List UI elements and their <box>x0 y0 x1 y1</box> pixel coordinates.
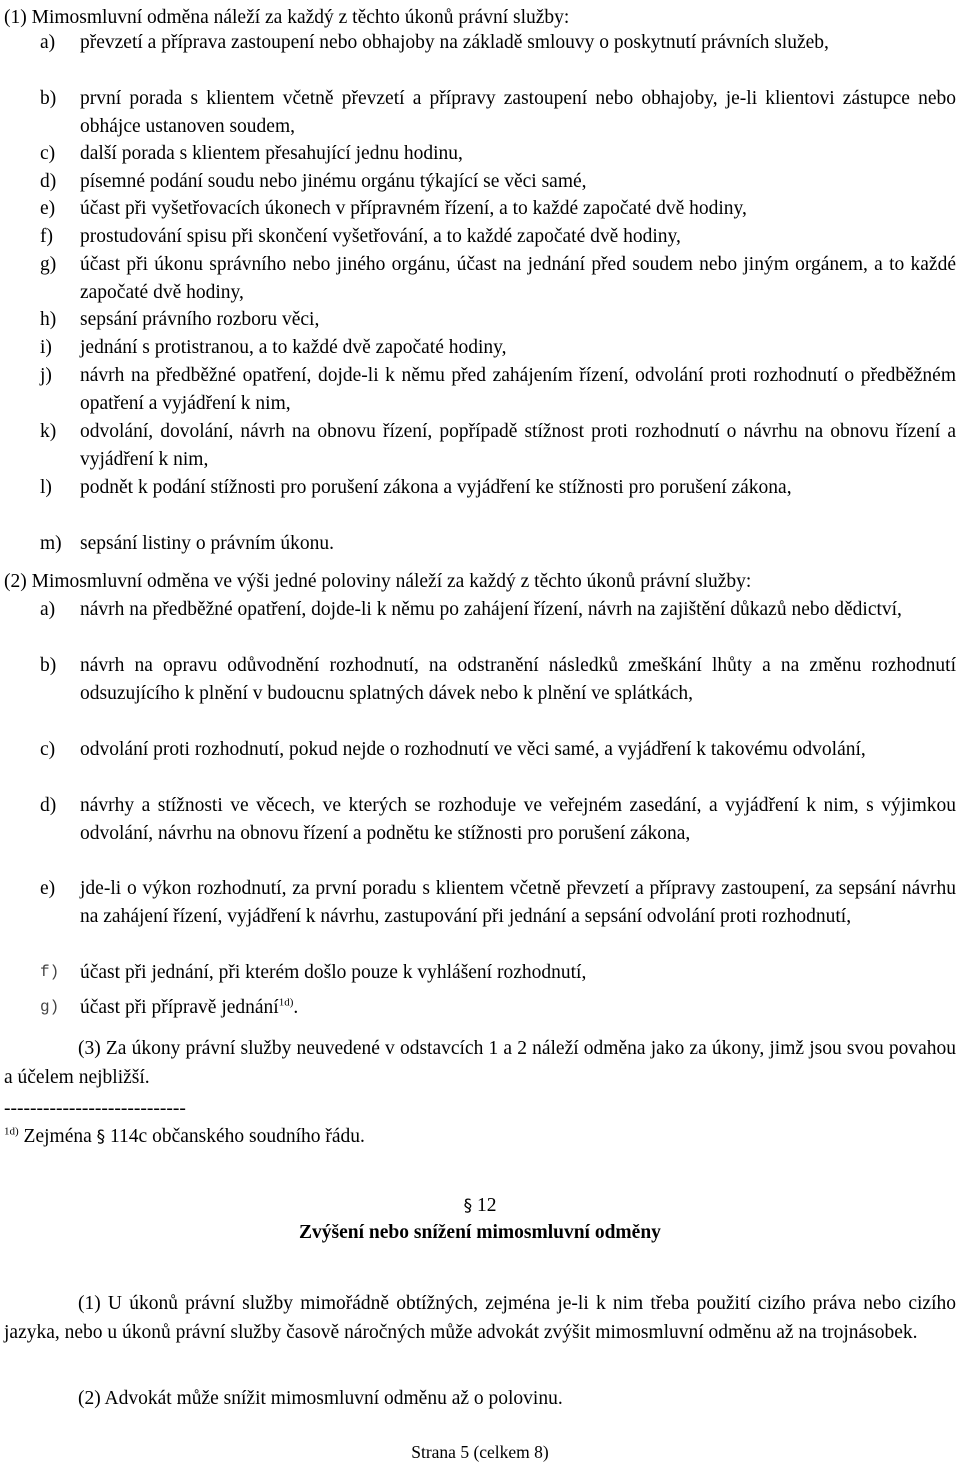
item-label: b) <box>40 655 57 676</box>
list-item <box>40 223 956 251</box>
item-text: návrh na opravu odůvodnění rozhodnutí, na odstranění následků zmeškání lhůty a na změnu rozhodnutí odsuzujícího k plnění v budoucnu splatných dávek nebo k plnění ve splátkách, <box>80 655 956 704</box>
item-text-main: účast při přípravě jednání <box>80 997 279 1018</box>
item-label: k) <box>40 421 57 442</box>
list-item <box>40 251 956 306</box>
item-label: h) <box>40 309 57 330</box>
item-label: e) <box>40 198 56 219</box>
list-item <box>40 362 956 417</box>
list-item <box>40 530 956 558</box>
item-label: d) <box>40 171 57 192</box>
item-label: g) <box>40 254 57 275</box>
item-label: d) <box>40 795 57 816</box>
section-title: Zvýšení nebo snížení mimosmluvní odměny <box>299 1222 661 1243</box>
footnote-text-after: 114c občanského soudního řádu. <box>105 1126 365 1147</box>
footnote-mark: 1d) <box>4 1125 19 1138</box>
item-label: g) <box>40 998 60 1016</box>
section-sign-icon: § <box>96 1127 106 1147</box>
list-item <box>40 418 956 473</box>
section-paragraph-1: (1) U úkonů právní služby mimořádně obtížných, zejména je-li k nim třeba použití cizího práva nebo cizího jazyka, nebo u úkonů právní služby časově náročných může advokát zvýšit mimosmluvní odměnu až na trojnásobek. <box>4 1293 956 1343</box>
item-text: jednání s protistranou, a to každé dvě započaté hodiny, <box>80 337 507 358</box>
item-text: odvolání, dovolání, návrh na obnovu řízení, popřípadě stížnost proti rozhodnutí o návrhu na obnovu řízení a vyjádření k nim, <box>80 421 956 470</box>
item-label: e) <box>40 878 56 899</box>
list-item <box>40 474 956 502</box>
footnote-reference[interactable]: 1d) <box>278 996 294 1009</box>
item-text: další porada s klientem přesahující jednu hodinu, <box>80 143 463 164</box>
item-text: účast při úkonu správního nebo jiného orgánu, účast na jednání před soudem nebo jiným orgánem, a to každé započaté dvě hodiny, <box>80 254 956 303</box>
item-label: a) <box>40 599 56 620</box>
item-label: c) <box>40 739 56 760</box>
item-text: sepsání právního rozboru věci, <box>80 309 320 330</box>
item-label: c) <box>40 143 56 164</box>
item-text: převzetí a příprava zastoupení nebo obhajoby na základě smlouvy o poskytnutí právních služeb, <box>80 32 829 53</box>
paragraph-2-intro: (2) Mimosmluvní odměna ve výši jedné poloviny náleží za každý z těchto úkonů právní služby: <box>4 571 752 592</box>
item-label: i) <box>40 337 52 358</box>
list-item <box>40 792 956 847</box>
item-text: návrh na předběžné opatření, dojde-li k němu po zahájení řízení, návrh na zajištění důkazů nebo dědictví, <box>80 599 902 620</box>
item-label: j) <box>40 365 52 386</box>
list-item <box>40 195 956 223</box>
item-text: sepsání listiny o právním úkonu. <box>80 533 335 554</box>
item-label: l) <box>40 477 52 498</box>
item-text: písemné podání soudu nebo jinému orgánu týkající se věci samé, <box>80 171 587 192</box>
list-item <box>40 959 956 987</box>
page-footer: Strana 5 (celkem 8) <box>411 1442 549 1462</box>
item-text: účast při vyšetřovacích úkonech v přípravném řízení, a to každé započaté dvě hodiny, <box>80 198 747 219</box>
list-item <box>40 596 956 624</box>
list-item <box>40 736 956 764</box>
list-item <box>40 306 956 334</box>
section-number-value: 12 <box>472 1195 497 1216</box>
item-text: odvolání proti rozhodnutí, pokud nejde o rozhodnutí ve věci samé, a vyjádření k takovému odvolání, <box>80 739 866 760</box>
item-label: a) <box>40 32 56 53</box>
paragraph-3: (3) Za úkony právní služby neuvedené v odstavcích 1 a 2 náleží odměna jako za úkony, jimž jsou svou povahou a účelem nejbližší. <box>4 1038 956 1088</box>
list-item <box>40 875 956 930</box>
section-paragraph-2: (2) Advokát může snížit mimosmluvní odměnu až o polovinu. <box>78 1388 563 1409</box>
item-label: b) <box>40 88 57 109</box>
list-item <box>40 168 956 196</box>
item-label: f) <box>40 963 60 981</box>
item-label: m) <box>40 533 62 554</box>
item-text: návrhy a stížnosti ve věcech, ve kterých se rozhoduje ve veřejném zasedání, a vyjádření k nim, s výjimkou odvolání, návrhu na obnovu řízení a podnětu ke stížnosti pro porušení zákona, <box>80 795 956 844</box>
item-text: podnět k podání stížnosti pro porušení zákona a vyjádření ke stížnosti pro porušení zákona, <box>80 477 792 498</box>
list-item <box>40 29 956 57</box>
item-text-end: . <box>293 997 299 1018</box>
list-item <box>40 652 956 707</box>
item-text: účast při jednání, při kterém došlo pouze k vyhlášení rozhodnutí, <box>80 962 587 983</box>
footnote-text-before: Zejména <box>18 1126 97 1147</box>
item-text: první porada s klientem včetně převzetí a přípravy zastoupení nebo obhajoby, je-li klientovi zástupce nebo obhájce ustanoven soudem, <box>80 88 956 137</box>
list-item <box>40 334 956 362</box>
item-text <box>80 994 956 1022</box>
section-number <box>0 1193 960 1219</box>
section-sign-icon: § <box>463 1196 473 1216</box>
item-text: jde-li o výkon rozhodnutí, za první poradu s klientem včetně převzetí a přípravy zastoupení, za sepsání návrhu na zahájení řízení, vyjádření k návrhu, zastupování při jednání a sepsání odvolání proti rozhodnutí, <box>80 878 956 927</box>
paragraph-1-intro: (1) Mimosmluvní odměna náleží za každý z těchto úkonů právní služby: <box>4 7 570 28</box>
footnote <box>4 1124 365 1150</box>
list-item <box>40 994 956 1022</box>
item-label: f) <box>40 226 53 247</box>
item-text: prostudování spisu při skončení vyšetřování, a to každé započaté dvě hodiny, <box>80 226 681 247</box>
list-item <box>40 140 956 168</box>
footnote-rule: ---------------------------- <box>4 1098 186 1119</box>
list-item <box>40 85 956 140</box>
item-text: návrh na předběžné opatření, dojde-li k němu před zahájením řízení, odvolání proti rozhodnutí o předběžném opatření a vyjádření k nim, <box>80 365 956 414</box>
